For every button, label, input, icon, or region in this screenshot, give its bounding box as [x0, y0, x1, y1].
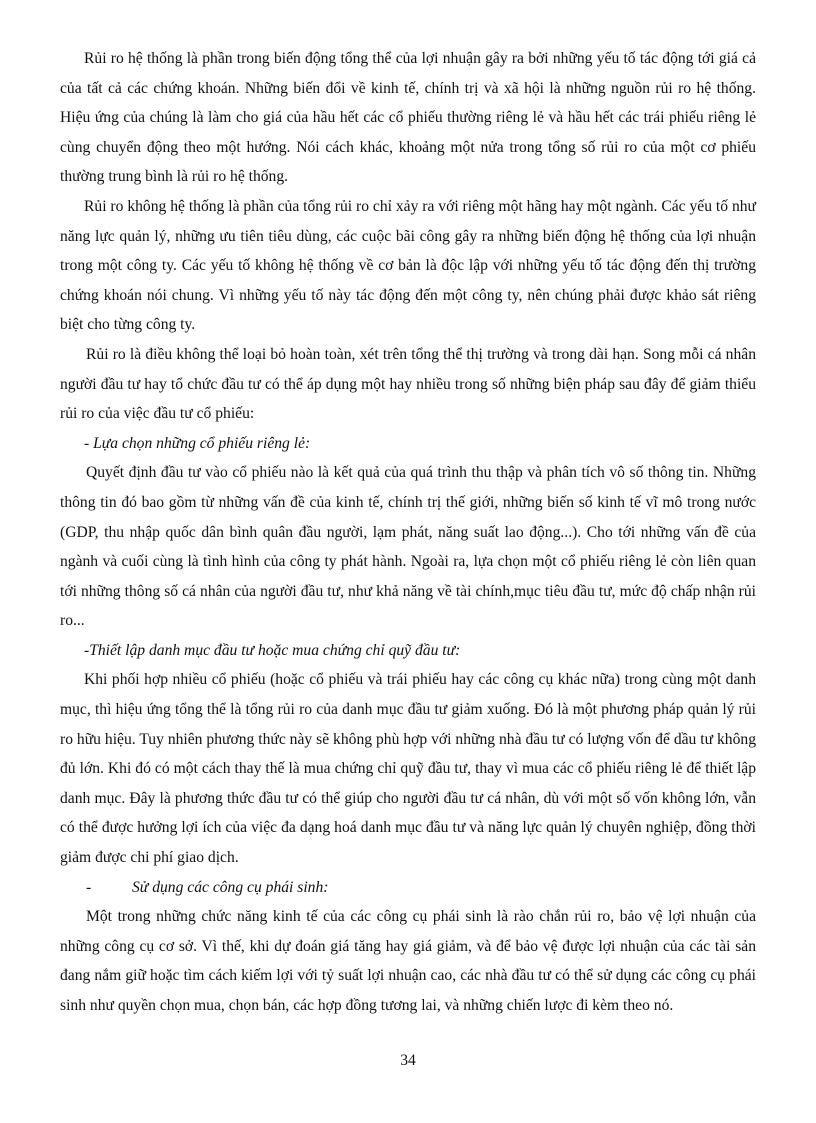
paragraph-systematic-risk: Rủi ro hệ thống là phần trong biến động tổng thể của lợi nhuận gây ra bởi những yếu tố tác động tới giá cả của tất cả các chứng khoán. Những biến đổi về kinh tế, chính trị và xã hội là những nguồn rủi ro hệ thống. Hiệu ứng của chúng là làm cho giá của hầu hết các cổ phiếu thường riêng lẻ và hầu hết các trái phiếu riêng lẻ cùng chuyển động theo một hướng. Nói cách khác, khoảng một nửa trong tổng số rủi ro của một cơ phiếu thường trung bình là rủi ro hệ thống. [60, 50, 756, 186]
heading-derivatives-text: Sử dụng các công cụ phái sinh: [132, 878, 329, 896]
heading-portfolio: -Thiết lập danh mục đầu tư hoặc mua chứng chỉ quỹ đầu tư: [84, 641, 461, 659]
paragraph-select-stocks: Quyết định đầu tư vào cổ phiếu nào là kết quả của quá trình thu thập và phân tích vô số thông tin. Những thông tin đó bao gồm từ những vấn đề của kinh tế, chính trị thế giới, những biến số kinh tế vĩ mô trong nước (GDP, thu nhập quốc dân bình quân đầu người, lạm phát, năng suất lao động...). Cho tới những vấn đề của ngành và cuối cùng là tình hình của công ty phát hành. Ngoài ra, lựa chọn một cổ phiếu riêng lẻ còn liên quan tới những thông số cá nhân của người đầu tư, như khả năng về tài chính,mục tiêu đầu tư, mức độ chấp nhận rủi ro... [60, 464, 756, 630]
page-number: 34 [400, 1052, 416, 1069]
paragraph-portfolio: Khi phối hợp nhiều cổ phiếu (hoặc cổ phiếu và trái phiếu hay các công cụ khác nữa) trong cùng một danh mục, thì hiệu ứng tổng thể là tổng rủi ro của danh mục đầu tư giảm xuống. Đó là một phương pháp quản lý rủi ro hữu hiệu. Tuy nhiên phương thức này sẽ không phù hợp với những nhà đầu tư có lượng vốn để dầu tư không đủ lớn. Khi đó có một cách thay thế là mua chứng chỉ quỹ đầu tư, thay vì mua các cổ phiếu riêng lẻ để thiết lập danh mục. Đây là phương thức đầu tư có thể giúp cho người đầu tư cá nhân, dù với một số vốn không lớn, vẫn có thể được hưởng lợi ích của việc đa dạng hoá danh mục đầu tư và năng lực quản lý chuyên nghiệp, đồng thời giảm được chi phí giao dịch. [60, 671, 756, 867]
paragraph-unsystematic-risk: Rủi ro không hệ thống là phần của tổng rủi ro chỉ xảy ra với riêng một hãng hay một ngành. Các yếu tố như năng lực quản lý, những ưu tiên tiêu dùng, các cuộc bãi công gây ra những biến động hệ thống của lợi nhuận trong một công ty. Các yếu tố không hệ thống về cơ bản là độc lập với những yếu tố tác động đến thị trường chứng khoán nói chung. Vì những yếu tố này tác động đến một công ty, nên chúng phải được khảo sát riêng biệt cho từng công ty. [60, 197, 756, 334]
heading-derivatives [60, 873, 756, 903]
document-body [60, 44, 756, 1021]
heading-select-stocks: - Lựa chọn những cổ phiếu riêng lẻ: [84, 434, 311, 452]
heading-derivatives-dash: - [86, 878, 92, 896]
paragraph-derivatives: Một trong những chức năng kinh tế của các công cụ phái sinh là rào chắn rủi ro, bảo vệ lợi nhuận của những công cụ cơ sở. Vì thế, khi dự đoán giá tăng hay giá giảm, và để bảo vệ được lợi nhuận của các tài sản đang nắm giữ hoặc tìm cách kiếm lợi với tỷ suất lợi nhuận cao, các nhà đầu tư có thể sử dụng các công cụ phái sinh như quyền chọn mua, chọn bán, các hợp đồng tương lai, và những chiến lược đi kèm theo nó. [60, 908, 756, 1014]
paragraph-risk-reduction-intro: Rủi ro là điều không thể loại bỏ hoàn toàn, xét trên tổng thể thị trường và trong dài hạn. Song mỗi cá nhân người đầu tư hay tổ chức đầu tư có thể áp dụng một hay nhiều trong số những biện pháp sau đây để giảm thiểu rủi ro của việc đầu tư cổ phiếu: [60, 345, 756, 423]
